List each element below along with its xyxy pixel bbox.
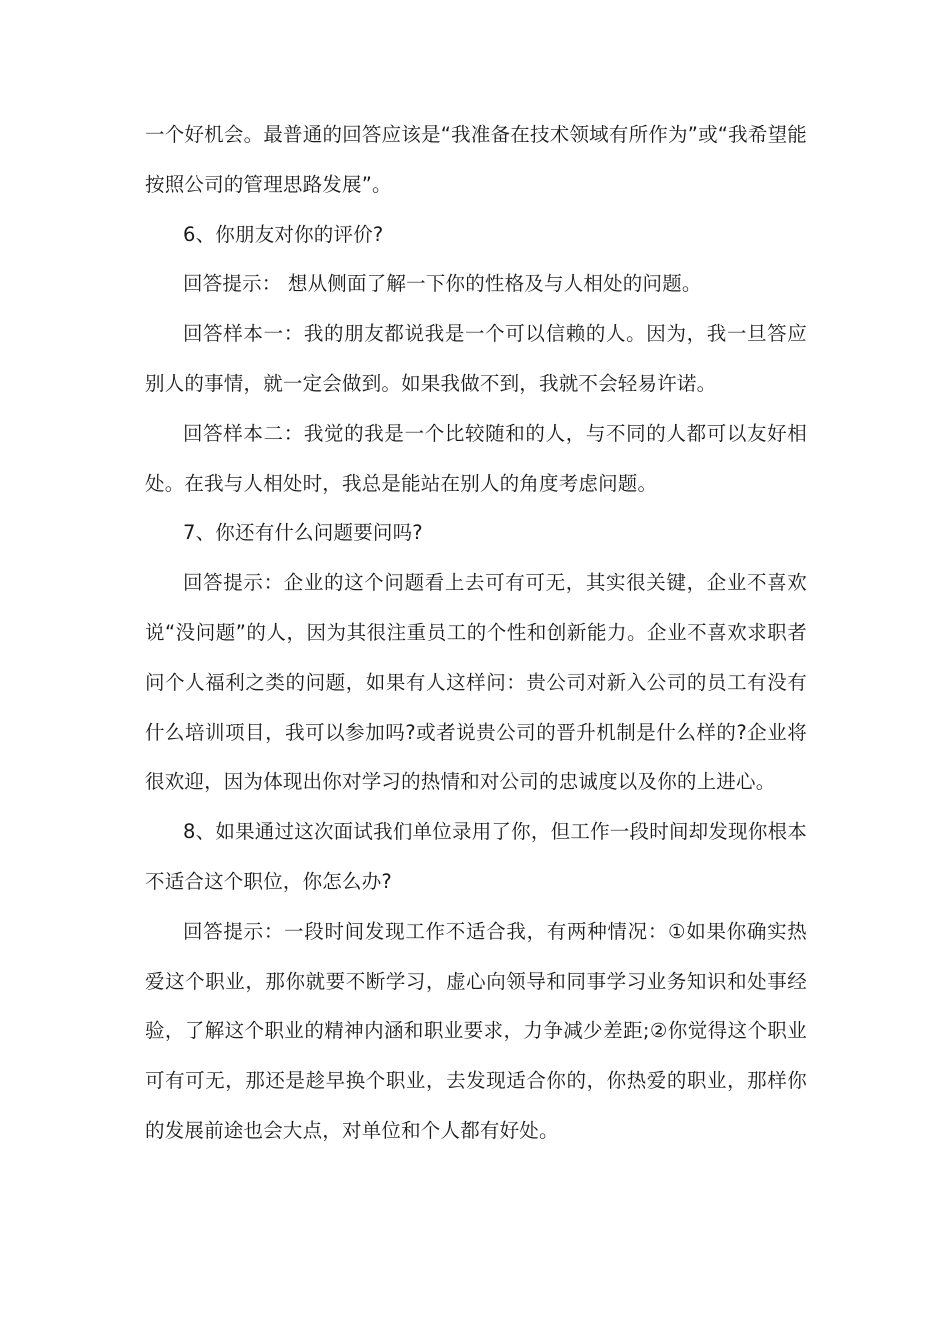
paragraph-continuation: 一个好机会。最普通的回答应该是“我准备在技术领域有所作为”或“我希望能按照公司的管理思路发展”。 [145, 123, 807, 196]
question-8-heading: 8、如果通过这次面试我们单位录用了你，但工作一段时间却发现你根本不适合这个职位，你怎么办? [145, 820, 807, 893]
question-6-heading: 6、你朋友对你的评价? [183, 222, 384, 246]
answer-hint-6: 回答提示： 想从侧面了解一下你的性格及与人相处的问题。 [183, 272, 702, 296]
answer-hint-8: 回答提示：一段时间发现工作不适合我，有两种情况：①如果你确实热爱这个职业，那你就要不断学习，虚心向领导和同事学习业务知识和处事经验，了解这个职业的精神内涵和职业要求，力争减少差距;②你觉得这个职业可有可无，那还是趁早换个职业，去发现适合你的，你热爱的职业，那样你的发展前途也会大点，对单位和个人都有好处。 [145, 919, 807, 1142]
question-7-heading: 7、你还有什么问题要问吗? [183, 521, 423, 545]
answer-sample-1: 回答样本一：我的朋友都说我是一个可以信赖的人。因为，我一旦答应别人的事情，就一定会做到。如果我做不到，我就不会轻易许诺。 [145, 322, 807, 395]
answer-hint-7: 回答提示：企业的这个问题看上去可有可无，其实很关键，企业不喜欢说“没问题”的人，因为其很注重员工的个性和创新能力。企业不喜欢求职者问个人福利之类的问题，如果有人这样问：贵公司对新入公司的员工有没有什么培训项目，我可以参加吗?或者说贵公司的晋升机制是什么样的?企业将很欢迎，因为体现出你对学习的热情和对公司的忠诚度以及你的上进心。 [145, 571, 807, 794]
document-body [145, 110, 807, 1156]
answer-sample-2: 回答样本二：我觉的我是一个比较随和的人，与不同的人都可以友好相处。在我与人相处时，我总是能站在别人的角度考虑问题。 [145, 421, 807, 495]
